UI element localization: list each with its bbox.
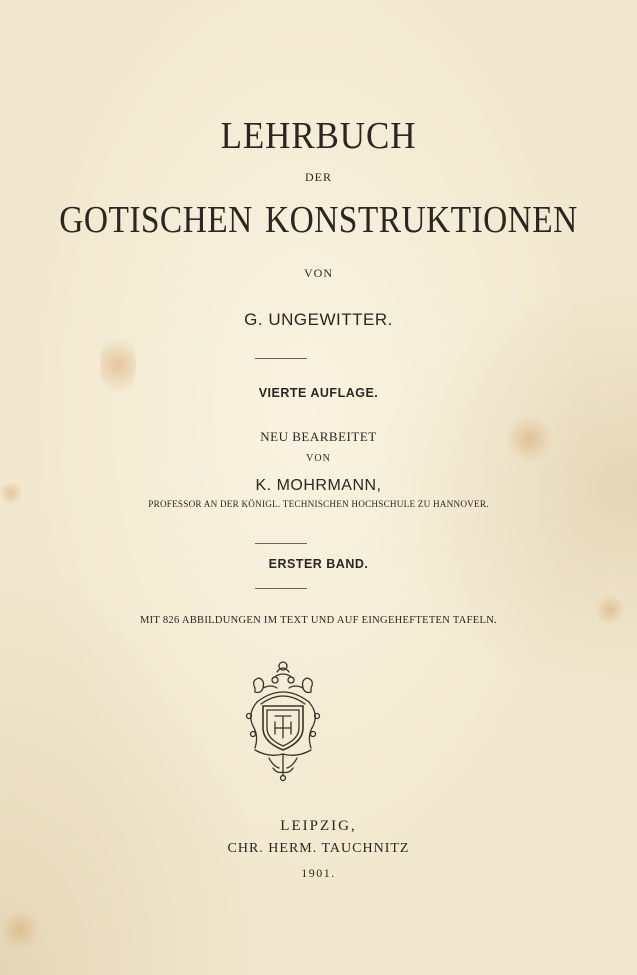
imprint-year: 1901. [301, 866, 336, 880]
edition-label: VIERTE AUFLAGE. [258, 386, 379, 400]
edition-revised: NEU BEARBEITET [260, 429, 377, 444]
divider-rule [255, 543, 307, 544]
title-line-der: DER [305, 170, 332, 184]
divider-rule [255, 358, 307, 359]
title-line-lehrbuch: LEHRBUCH [220, 115, 417, 157]
editor-name: K. MOHRMANN, [255, 477, 382, 494]
author-by: VON [304, 266, 333, 280]
illustrations-note: MIT 826 ABBILDUNGEN IM TEXT UND AUF EINGEHEFTETEN TAFELN. [139, 615, 497, 626]
imprint-city: LEIPZIG, [280, 818, 357, 834]
volume-label: ERSTER BAND. [268, 557, 369, 571]
imprint-publisher: CHR. HERM. TAUCHNITZ [227, 841, 410, 856]
publisher-emblem-icon [233, 658, 333, 782]
divider-rule [255, 588, 307, 589]
author-name: G. UNGEWITTER. [244, 310, 393, 329]
title-line-gotischen-konstruktionen: GOTISCHEN KONSTRUKTIONEN [59, 199, 578, 241]
editor-by: VON [306, 453, 331, 464]
foxing-stain [0, 910, 40, 950]
editor-title: PROFESSOR AN DER KÖNIGL. TECHNISCHEN HOCHSCHULE ZU HANNOVER. [148, 500, 489, 510]
